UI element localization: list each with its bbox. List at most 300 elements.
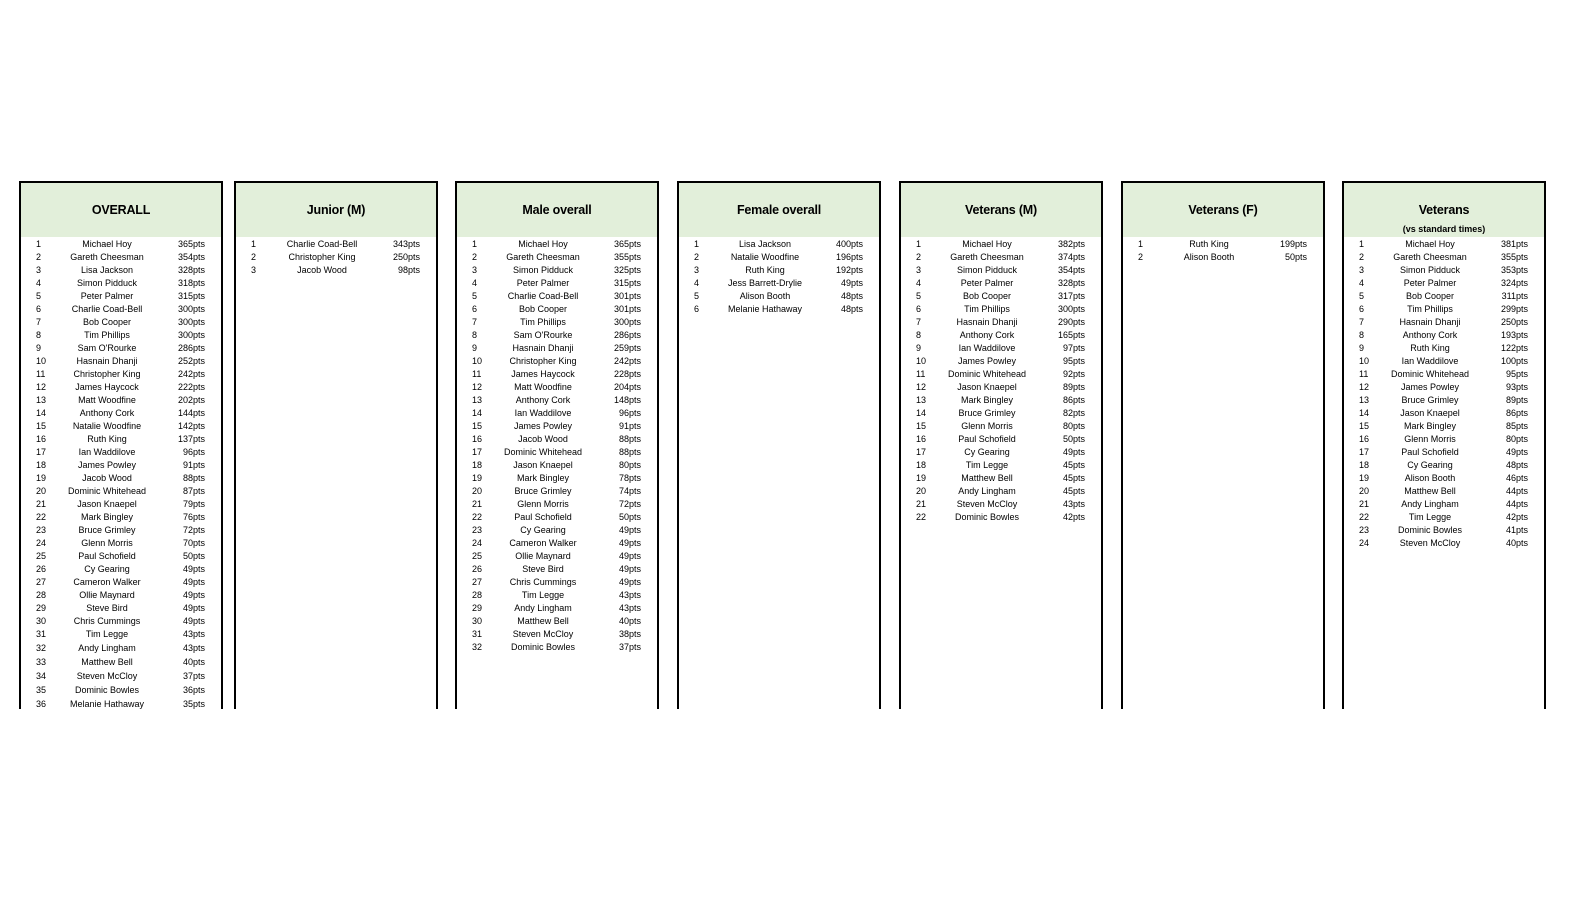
standings-row [21, 290, 221, 303]
standings-row [457, 446, 657, 459]
rank-cell: 34 [36, 671, 47, 681]
points-cell: 80pts [1505, 434, 1528, 444]
standings-row [901, 303, 1101, 316]
competitor-name: Anthony Cork [515, 395, 571, 405]
points-cell: 80pts [618, 460, 641, 470]
points-cell: 96pts [182, 447, 205, 457]
rank-cell: 2 [472, 252, 478, 262]
competitor-name: Glenn Morris [81, 538, 133, 548]
competitor-name: Paul Schofield [514, 512, 572, 522]
points-cell: 88pts [618, 434, 641, 444]
standings-row [901, 433, 1101, 446]
points-cell: 400pts [835, 239, 863, 249]
competitor-name: Matthew Bell [81, 657, 133, 667]
standings-row [457, 368, 657, 381]
points-cell: 38pts [618, 629, 641, 639]
competitor-name: Cameron Walker [509, 538, 577, 548]
rank-cell: 10 [36, 356, 47, 366]
standings-row [1344, 472, 1544, 485]
standings-row [21, 342, 221, 355]
rank-cell: 4 [472, 278, 478, 288]
rank-cell: 17 [36, 447, 47, 457]
points-cell: 41pts [1505, 525, 1528, 535]
points-cell: 355pts [613, 252, 641, 262]
rank-cell: 3 [1359, 265, 1365, 275]
standings-row [901, 355, 1101, 368]
rank-cell: 32 [472, 642, 483, 652]
standings-row [901, 290, 1101, 303]
points-cell: 242pts [177, 369, 205, 379]
standings-row [1344, 381, 1544, 394]
rank-cell: 28 [36, 590, 47, 600]
panel-header [1123, 183, 1323, 237]
competitor-name: Bruce Grimley [514, 486, 572, 496]
rank-cell: 20 [36, 486, 47, 496]
rank-cell: 15 [1359, 421, 1370, 431]
points-cell: 228pts [613, 369, 641, 379]
competitor-name: Ruth King [1189, 239, 1229, 249]
rank-cell: 17 [1359, 447, 1370, 457]
competitor-name: Matthew Bell [1404, 486, 1456, 496]
points-cell: 45pts [1062, 460, 1085, 470]
rank-cell: 13 [916, 395, 927, 405]
points-cell: 165pts [1057, 330, 1085, 340]
points-cell: 50pts [182, 551, 205, 561]
competitor-name: James Powley [513, 421, 573, 431]
standings-row [901, 329, 1101, 342]
rank-cell: 7 [1359, 317, 1365, 327]
panel-title: Junior (M) [306, 203, 366, 217]
rank-cell: 21 [472, 499, 483, 509]
points-cell: 49pts [618, 538, 641, 548]
points-cell: 50pts [1284, 252, 1307, 262]
rank-cell: 24 [1359, 538, 1370, 548]
standings-row [21, 355, 221, 368]
competitor-name: Matt Woodfine [514, 382, 572, 392]
rank-cell: 12 [916, 382, 927, 392]
competitor-name: Melanie Hathaway [69, 699, 145, 709]
standings-row [457, 277, 657, 290]
points-cell: 204pts [613, 382, 641, 392]
rank-cell: 13 [1359, 395, 1370, 405]
competitor-name: James Haycock [75, 382, 139, 392]
rank-cell: 4 [916, 278, 922, 288]
standings-row [457, 537, 657, 550]
competitor-name: Steve Bird [86, 603, 128, 613]
standings-row [457, 407, 657, 420]
points-cell: 72pts [618, 499, 641, 509]
points-cell: 311pts [1501, 291, 1528, 301]
rank-cell: 21 [36, 499, 47, 509]
rank-cell: 19 [916, 473, 927, 483]
competitor-name: Dominic Whitehead [947, 369, 1027, 379]
competitor-name: Simon Pidduck [76, 278, 138, 288]
standings-row [21, 524, 221, 537]
standings-row [901, 342, 1101, 355]
standings-list [1344, 238, 1544, 550]
rank-cell: 9 [1359, 343, 1365, 353]
competitor-name: Chris Cummings [509, 577, 577, 587]
rank-cell: 5 [472, 291, 478, 301]
rank-cell: 1 [694, 239, 700, 249]
points-cell: 40pts [618, 616, 641, 626]
standings-list [679, 238, 879, 316]
points-cell: 242pts [613, 356, 641, 366]
standings-panel [455, 181, 659, 709]
competitor-name: Jacob Wood [518, 434, 568, 444]
standings-row [901, 420, 1101, 433]
competitor-name: Steven McCloy [956, 499, 1018, 509]
competitor-name: Michael Hoy [518, 239, 568, 249]
competitor-name: Lisa Jackson [80, 265, 134, 275]
points-cell: 286pts [177, 343, 205, 353]
standings-row [21, 407, 221, 420]
points-cell: 343pts [392, 239, 420, 249]
rank-cell: 4 [36, 278, 42, 288]
competitor-name: Simon Pidduck [956, 265, 1018, 275]
competitor-name: Chris Cummings [73, 616, 141, 626]
points-cell: 88pts [182, 473, 205, 483]
competitor-name: Bob Cooper [962, 291, 1012, 301]
points-cell: 79pts [182, 499, 205, 509]
competitor-name: Anthony Cork [959, 330, 1015, 340]
standings-row [457, 381, 657, 394]
rank-cell: 26 [36, 564, 47, 574]
rank-cell: 1 [36, 239, 42, 249]
points-cell: 222pts [177, 382, 205, 392]
standings-row [457, 342, 657, 355]
points-cell: 250pts [1500, 317, 1528, 327]
competitor-name: Cameron Walker [73, 577, 141, 587]
standings-row [457, 290, 657, 303]
standings-row [901, 381, 1101, 394]
standings-row [1123, 238, 1323, 251]
standings-row [457, 524, 657, 537]
rank-cell: 4 [694, 278, 700, 288]
competitor-name: Alison Booth [1404, 473, 1456, 483]
competitor-name: Jason Knaepel [77, 499, 137, 509]
points-cell: 259pts [613, 343, 641, 353]
standings-panel [677, 181, 881, 709]
competitor-name: Christopher King [288, 252, 356, 262]
rank-cell: 10 [472, 356, 483, 366]
competitor-name: Gareth Cheesman [1393, 252, 1467, 262]
competitor-name: Tim Legge [521, 590, 565, 600]
rank-cell: 18 [36, 460, 47, 470]
points-cell: 89pts [1505, 395, 1528, 405]
competitor-name: Mark Bingley [1403, 421, 1457, 431]
rank-cell: 3 [694, 265, 700, 275]
rank-cell: 23 [1359, 525, 1370, 535]
competitor-name: Ollie Maynard [515, 551, 571, 561]
competitor-name: Glenn Morris [517, 499, 569, 509]
points-cell: 43pts [618, 603, 641, 613]
competitor-name: Paul Schofield [78, 551, 136, 561]
points-cell: 43pts [182, 643, 205, 653]
rank-cell: 12 [36, 382, 47, 392]
points-cell: 354pts [1057, 265, 1085, 275]
rank-cell: 16 [916, 434, 927, 444]
competitor-name: Paul Schofield [958, 434, 1016, 444]
rank-cell: 20 [472, 486, 483, 496]
rank-cell: 11 [916, 369, 926, 379]
points-cell: 315pts [613, 278, 641, 288]
standings-row [1344, 290, 1544, 303]
competitor-name: Jason Knaepel [957, 382, 1017, 392]
points-cell: 48pts [840, 304, 863, 314]
standings-row [21, 277, 221, 290]
rank-cell: 13 [472, 395, 483, 405]
rank-cell: 5 [694, 291, 700, 301]
points-cell: 381pts [1500, 239, 1528, 249]
standings-row [1344, 303, 1544, 316]
competitor-name: Michael Hoy [82, 239, 132, 249]
points-cell: 74pts [618, 486, 641, 496]
rank-cell: 30 [472, 616, 483, 626]
rank-cell: 15 [916, 421, 927, 431]
competitor-name: Bob Cooper [1405, 291, 1455, 301]
standings-row [901, 394, 1101, 407]
rank-cell: 23 [36, 525, 47, 535]
competitor-name: Bob Cooper [82, 317, 132, 327]
competitor-name: Peter Palmer [80, 291, 134, 301]
standings-row [1123, 251, 1323, 264]
rank-cell: 9 [916, 343, 922, 353]
standings-row [1344, 368, 1544, 381]
competitor-name: Jacob Wood [82, 473, 132, 483]
rank-cell: 27 [36, 577, 47, 587]
points-cell: 300pts [177, 304, 205, 314]
rank-cell: 20 [1359, 486, 1370, 496]
standings-row [21, 641, 221, 655]
points-cell: 315pts [177, 291, 205, 301]
points-cell: 44pts [1505, 486, 1528, 496]
points-cell: 85pts [1505, 421, 1528, 431]
panel-title: Female overall [736, 203, 822, 217]
points-cell: 49pts [618, 577, 641, 587]
standings-row [236, 251, 436, 264]
rank-cell: 31 [36, 629, 47, 639]
points-cell: 196pts [835, 252, 863, 262]
panel-subtitle: (vs standard times) [1402, 224, 1486, 234]
rank-cell: 2 [1138, 252, 1144, 262]
points-cell: 318pts [177, 278, 205, 288]
standings-row [1344, 355, 1544, 368]
rank-cell: 17 [472, 447, 483, 457]
competitor-name: Mark Bingley [516, 473, 570, 483]
standings-row [679, 264, 879, 277]
competitor-name: Tim Phillips [1407, 304, 1453, 314]
rank-cell: 35 [36, 685, 47, 695]
standings-row [1344, 277, 1544, 290]
competitor-name: Peter Palmer [960, 278, 1014, 288]
points-cell: 365pts [613, 239, 641, 249]
standings-row [457, 472, 657, 485]
rank-cell: 12 [472, 382, 483, 392]
standings-row [1344, 329, 1544, 342]
points-cell: 374pts [1057, 252, 1085, 262]
competitor-name: Paul Schofield [1401, 447, 1459, 457]
rank-cell: 22 [1359, 512, 1370, 522]
standings-row [1344, 394, 1544, 407]
competitor-name: Andy Lingham [958, 486, 1016, 496]
standings-row [679, 290, 879, 303]
competitor-name: Matthew Bell [517, 616, 569, 626]
rank-cell: 12 [1359, 382, 1370, 392]
standings-row [21, 368, 221, 381]
rank-cell: 33 [36, 657, 47, 667]
points-cell: 49pts [182, 603, 205, 613]
competitor-name: Ollie Maynard [79, 590, 135, 600]
points-cell: 192pts [835, 265, 863, 275]
rank-cell: 7 [36, 317, 42, 327]
competitor-name: Michael Hoy [1405, 239, 1455, 249]
rank-cell: 22 [36, 512, 47, 522]
rank-cell: 10 [916, 356, 927, 366]
competitor-name: James Powley [957, 356, 1017, 366]
points-cell: 324pts [1500, 278, 1528, 288]
rank-cell: 8 [1359, 330, 1365, 340]
standings-row [901, 368, 1101, 381]
competitor-name: Dominic Bowles [510, 642, 576, 652]
points-cell: 45pts [1062, 486, 1085, 496]
competitor-name: Ruth King [87, 434, 127, 444]
rank-cell: 28 [472, 590, 483, 600]
standings-row [21, 316, 221, 329]
points-cell: 286pts [613, 330, 641, 340]
standings-row [21, 394, 221, 407]
standings-row [457, 628, 657, 641]
standings-row [457, 433, 657, 446]
rank-cell: 15 [36, 421, 47, 431]
points-cell: 91pts [182, 460, 205, 470]
competitor-name: Alison Booth [1183, 252, 1235, 262]
rank-cell: 3 [36, 265, 42, 275]
standings-row [457, 615, 657, 628]
rank-cell: 1 [916, 239, 922, 249]
rank-cell: 14 [916, 408, 927, 418]
panel-header [457, 183, 657, 237]
standings-row [457, 563, 657, 576]
standings-row [21, 251, 221, 264]
competitor-name: Melanie Hathaway [727, 304, 803, 314]
rank-cell: 31 [472, 629, 483, 639]
competitor-name: Andy Lingham [1401, 499, 1459, 509]
rank-cell: 4 [1359, 278, 1365, 288]
points-cell: 76pts [182, 512, 205, 522]
standings-panel [234, 181, 438, 709]
points-cell: 72pts [182, 525, 205, 535]
standings-row [901, 459, 1101, 472]
points-cell: 70pts [182, 538, 205, 548]
rank-cell: 22 [916, 512, 927, 522]
competitor-name: Steven McCloy [1399, 538, 1461, 548]
competitor-name: Peter Palmer [516, 278, 570, 288]
competitor-name: Gareth Cheesman [506, 252, 580, 262]
competitor-name: Sam O'Rourke [77, 343, 137, 353]
standings-row [1344, 251, 1544, 264]
rank-cell: 25 [36, 551, 47, 561]
rank-cell: 6 [1359, 304, 1365, 314]
competitor-name: Charlie Coad-Bell [71, 304, 143, 314]
points-cell: 301pts [613, 291, 641, 301]
standings-row [1344, 407, 1544, 420]
competitor-name: Tim Phillips [84, 330, 130, 340]
standings-row [1344, 498, 1544, 511]
competitor-name: Charlie Coad-Bell [286, 239, 358, 249]
points-cell: 95pts [1062, 356, 1085, 366]
standings-row [21, 498, 221, 511]
rank-cell: 21 [1359, 499, 1370, 509]
standings-list [21, 238, 221, 709]
standings-list [1123, 238, 1323, 264]
standings-row [457, 511, 657, 524]
points-cell: 49pts [618, 525, 641, 535]
rank-cell: 36 [36, 699, 47, 709]
rank-cell: 6 [36, 304, 42, 314]
standings-row [457, 355, 657, 368]
competitor-name: Dominic Bowles [74, 685, 140, 695]
rank-cell: 8 [916, 330, 922, 340]
standings-row [1344, 264, 1544, 277]
competitor-name: Hasnain Dhanji [512, 343, 574, 353]
panel-title: Veterans (F) [1188, 203, 1258, 217]
standings-row [901, 407, 1101, 420]
rank-cell: 7 [916, 317, 922, 327]
competitor-name: Jess Barrett-Drylie [727, 278, 802, 288]
rank-cell: 6 [694, 304, 700, 314]
competitor-name: Jason Knaepel [1400, 408, 1460, 418]
points-cell: 250pts [392, 252, 420, 262]
standings-row [21, 576, 221, 589]
points-cell: 91pts [618, 421, 641, 431]
rank-cell: 16 [36, 434, 47, 444]
standings-row [21, 683, 221, 697]
standings-row [679, 238, 879, 251]
rank-cell: 23 [472, 525, 483, 535]
rank-cell: 22 [472, 512, 483, 522]
competitor-name: Mark Bingley [80, 512, 134, 522]
standings-row [457, 420, 657, 433]
points-cell: 328pts [1057, 278, 1085, 288]
rank-cell: 32 [36, 643, 47, 653]
competitor-name: Cy Gearing [1407, 460, 1453, 470]
standings-row [457, 251, 657, 264]
points-cell: 301pts [613, 304, 641, 314]
competitor-name: Lisa Jackson [738, 239, 792, 249]
rank-cell: 1 [251, 239, 257, 249]
points-cell: 37pts [618, 642, 641, 652]
panel-header [236, 183, 436, 237]
rank-cell: 30 [36, 616, 47, 626]
standings-row [21, 264, 221, 277]
competitor-name: Ruth King [745, 265, 785, 275]
rank-cell: 14 [472, 408, 483, 418]
standings-list [236, 238, 436, 277]
standings-row [901, 498, 1101, 511]
rank-cell: 2 [36, 252, 42, 262]
points-cell: 49pts [1062, 447, 1085, 457]
competitor-name: Natalie Woodfine [72, 421, 142, 431]
standings-row [21, 655, 221, 669]
rank-cell: 1 [1138, 239, 1144, 249]
rank-cell: 15 [472, 421, 483, 431]
rank-cell: 24 [472, 538, 483, 548]
points-cell: 50pts [1062, 434, 1085, 444]
rank-cell: 3 [916, 265, 922, 275]
rank-cell: 11 [472, 369, 482, 379]
points-cell: 87pts [182, 486, 205, 496]
